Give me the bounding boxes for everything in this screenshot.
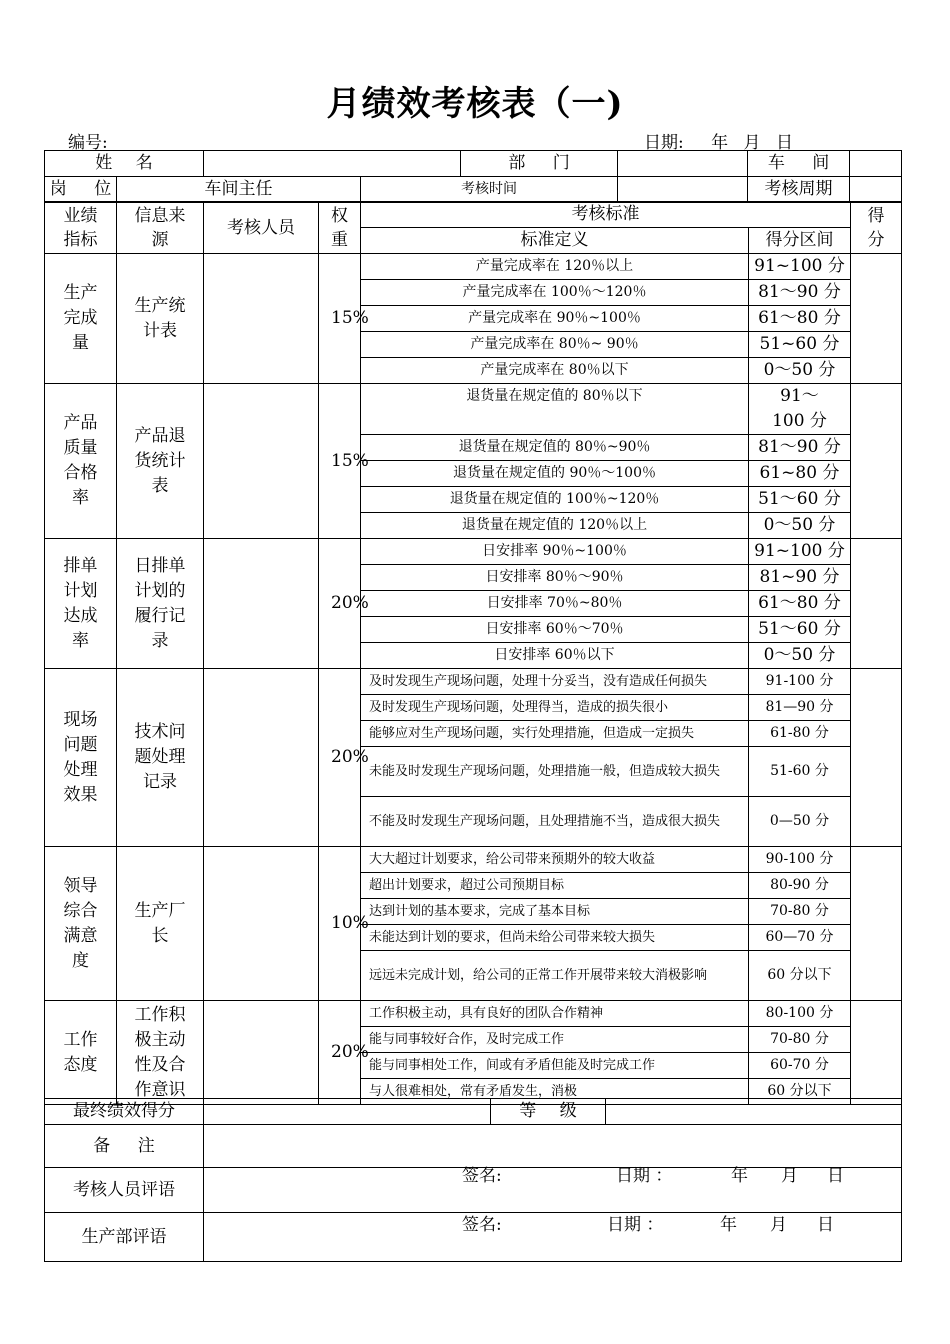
sign-label: 签名: bbox=[462, 1166, 502, 1186]
standard-definition: 未能达到计划的要求，但尚未给公司带来较大损失 bbox=[361, 925, 749, 951]
criteria-table bbox=[44, 201, 902, 1105]
assessor-field[interactable] bbox=[204, 847, 319, 1001]
score-range: 51～60 分 bbox=[749, 617, 851, 643]
assessor-comment-field[interactable] bbox=[204, 1168, 902, 1213]
score-field[interactable] bbox=[851, 254, 902, 384]
col-header-weight: 权重 bbox=[319, 202, 361, 254]
assessor-field[interactable] bbox=[204, 669, 319, 847]
standard-definition: 产量完成率在 120％以上 bbox=[361, 254, 749, 280]
score-range: 81~90 分 bbox=[749, 565, 851, 591]
remark-label: 备 注 bbox=[45, 1125, 204, 1168]
col-header-range: 得分区间 bbox=[749, 228, 851, 254]
standard-definition: 不能及时发现生产现场问题，且处理措施不当，造成很大损失 bbox=[361, 797, 749, 847]
standard-definition: 大大超过计划要求，给公司带来预期外的较大收益 bbox=[361, 847, 749, 873]
col-header-assessor: 考核人员 bbox=[204, 202, 319, 254]
weight-cell: 15% bbox=[319, 384, 361, 539]
year-label: 年 bbox=[720, 1215, 737, 1235]
weight-cell: 20% bbox=[319, 1001, 361, 1105]
criteria-row bbox=[45, 539, 902, 565]
source-cell: 生产统计表 bbox=[117, 254, 204, 384]
period-field[interactable] bbox=[850, 177, 902, 203]
assessor-field[interactable] bbox=[204, 384, 319, 539]
score-range: 80-100 分 bbox=[749, 1001, 851, 1027]
standard-definition: 日安排率 80％～90％ bbox=[361, 565, 749, 591]
score-range: 91～100 分 bbox=[749, 384, 851, 435]
standard-definition: 日安排率 60％以下 bbox=[361, 643, 749, 669]
workshop-field[interactable] bbox=[850, 151, 902, 177]
remark-field[interactable] bbox=[204, 1125, 902, 1168]
col-header-definition: 标准定义 bbox=[361, 228, 749, 254]
score-range: 70-80 分 bbox=[749, 899, 851, 925]
score-range: 51-60 分 bbox=[749, 747, 851, 797]
score-range: 81～90 分 bbox=[749, 435, 851, 461]
date-ymd: 年 月 日 bbox=[711, 133, 793, 153]
standard-definition: 达到计划的基本要求，完成了基本目标 bbox=[361, 899, 749, 925]
assessor-field[interactable] bbox=[204, 539, 319, 669]
date-label: 日期 ： bbox=[616, 1166, 673, 1186]
dept-comment-field[interactable] bbox=[204, 1213, 902, 1262]
criteria-row bbox=[45, 384, 902, 435]
score-field[interactable] bbox=[851, 1001, 902, 1105]
day-label: 日 bbox=[817, 1215, 834, 1235]
name-label: 姓 名 bbox=[45, 151, 204, 177]
score-range: 61～80 分 bbox=[749, 591, 851, 617]
weight-cell: 15% bbox=[319, 254, 361, 384]
summary-table bbox=[44, 1098, 902, 1262]
indicator-cell: 现场问题处理效果 bbox=[45, 669, 117, 847]
final-score-label: 最终绩效得分 bbox=[45, 1099, 204, 1125]
period-label: 考核周期 bbox=[748, 177, 850, 203]
score-field[interactable] bbox=[851, 847, 902, 1001]
standard-definition: 产量完成率在 90％~100％ bbox=[361, 306, 749, 332]
standard-definition: 未能及时发现生产现场问题，处理措施一般，但造成较大损失 bbox=[361, 747, 749, 797]
assessor-field[interactable] bbox=[204, 1001, 319, 1105]
standard-definition: 能与同事相处工作，间或有矛盾但能及时完成工作 bbox=[361, 1053, 749, 1079]
criteria-row bbox=[45, 1001, 902, 1027]
standard-definition: 工作积极主动，具有良好的团队合作精神 bbox=[361, 1001, 749, 1027]
standard-definition: 产量完成率在 80％~ 90％ bbox=[361, 332, 749, 358]
score-range: 91~100 分 bbox=[749, 539, 851, 565]
year-label: 年 bbox=[731, 1166, 748, 1186]
score-range: 60 分以下 bbox=[749, 951, 851, 1001]
criteria-row bbox=[45, 669, 902, 695]
standard-definition: 退货量在规定值的 120％以上 bbox=[361, 513, 749, 539]
source-cell: 日排单计划的履行记录 bbox=[117, 539, 204, 669]
standard-definition: 及时发现生产现场问题，处理得当，造成的损失很小 bbox=[361, 695, 749, 721]
criteria-row bbox=[45, 254, 902, 280]
post-value: 车间主任 bbox=[117, 177, 361, 203]
dept-comment-label: 生产部评语 bbox=[45, 1213, 204, 1262]
standard-definition: 日安排率 90％~100％ bbox=[361, 539, 749, 565]
score-field[interactable] bbox=[851, 384, 902, 539]
indicator-cell: 生产完成量 bbox=[45, 254, 117, 384]
source-cell: 技术问题处理记录 bbox=[117, 669, 204, 847]
indicator-cell: 领导综合满意度 bbox=[45, 847, 117, 1001]
score-range: 91~100 分 bbox=[749, 254, 851, 280]
score-range: 70-80 分 bbox=[749, 1027, 851, 1053]
post-label: 岗 位 bbox=[45, 177, 117, 203]
page-title: 月绩效考核表（一) bbox=[326, 84, 624, 124]
standard-definition: 退货量在规定值的 80％~90％ bbox=[361, 435, 749, 461]
score-range: 51～60 分 bbox=[749, 487, 851, 513]
month-label: 月 bbox=[781, 1166, 798, 1186]
day-label: 日 bbox=[827, 1166, 844, 1186]
standard-definition: 远远未完成计划，给公司的正常工作开展带来较大消极影响 bbox=[361, 951, 749, 1001]
col-header-standard: 考核标准 bbox=[361, 202, 851, 228]
score-field[interactable] bbox=[851, 669, 902, 847]
month-label: 月 bbox=[770, 1215, 787, 1235]
source-cell: 产品退货统计表 bbox=[117, 384, 204, 539]
standard-definition: 能够应对生产现场问题，实行处理措施，但造成一定损失 bbox=[361, 721, 749, 747]
dept-label: 部 门 bbox=[461, 151, 618, 177]
score-range: 0～50 分 bbox=[749, 513, 851, 539]
score-range: 81—90 分 bbox=[749, 695, 851, 721]
standard-definition: 能与同事较好合作，及时完成工作 bbox=[361, 1027, 749, 1053]
score-range: 60—70 分 bbox=[749, 925, 851, 951]
score-range: 0～50 分 bbox=[749, 358, 851, 384]
score-range: 0—50 分 bbox=[749, 797, 851, 847]
standard-definition: 产量完成率在 80％以下 bbox=[361, 358, 749, 384]
standard-definition: 退货量在规定值的 100％~120％ bbox=[361, 487, 749, 513]
standard-definition: 产量完成率在 100％～120％ bbox=[361, 280, 749, 306]
name-field[interactable] bbox=[204, 151, 461, 177]
score-range: 61-80 分 bbox=[749, 721, 851, 747]
grade-field[interactable] bbox=[606, 1099, 902, 1125]
standard-definition: 日安排率 60％～70％ bbox=[361, 617, 749, 643]
criteria-row bbox=[45, 847, 902, 873]
date-label: 日期: bbox=[644, 133, 684, 153]
indicator-cell: 排单计划达成率 bbox=[45, 539, 117, 669]
assessment-table bbox=[44, 150, 902, 203]
score-range: 81～90 分 bbox=[749, 280, 851, 306]
score-range: 0～50 分 bbox=[749, 643, 851, 669]
final-score-field[interactable] bbox=[204, 1099, 491, 1125]
assessor-comment-label: 考核人员评语 bbox=[45, 1168, 204, 1213]
time-field[interactable] bbox=[618, 177, 748, 203]
sign-label: 签名: bbox=[462, 1215, 502, 1235]
standard-definition: 退货量在规定值的 90％～100％ bbox=[361, 461, 749, 487]
standard-definition: 超出计划要求，超过公司预期目标 bbox=[361, 873, 749, 899]
date-label: 日期 ： bbox=[607, 1215, 664, 1235]
source-cell: 生产厂长 bbox=[117, 847, 204, 1001]
score-field[interactable] bbox=[851, 539, 902, 669]
standard-definition: 日安排率 70％~80％ bbox=[361, 591, 749, 617]
assessor-field[interactable] bbox=[204, 254, 319, 384]
score-range: 51~60 分 bbox=[749, 332, 851, 358]
standard-definition: 退货量在规定值的 80％以下 bbox=[361, 384, 749, 435]
source-cell: 工作积极主动性及合作意识 bbox=[117, 1001, 204, 1105]
score-range: 90-100 分 bbox=[749, 847, 851, 873]
weight-cell: 20% bbox=[319, 669, 361, 847]
indicator-cell: 产品质量合格率 bbox=[45, 384, 117, 539]
time-label: 考核时间 bbox=[361, 177, 618, 203]
weight-cell: 20% bbox=[319, 539, 361, 669]
col-header-score: 得分 bbox=[851, 202, 902, 254]
col-header-indicator: 业绩指标 bbox=[45, 202, 117, 254]
score-range: 61～80 分 bbox=[749, 306, 851, 332]
score-range: 91-100 分 bbox=[749, 669, 851, 695]
score-range: 60 分以下 bbox=[749, 1079, 851, 1105]
score-range: 60-70 分 bbox=[749, 1053, 851, 1079]
grade-label: 等 级 bbox=[491, 1099, 606, 1125]
weight-cell: 10% bbox=[319, 847, 361, 1001]
standard-definition: 及时发现生产现场问题，处理十分妥当，没有造成任何损失 bbox=[361, 669, 749, 695]
score-range: 61~80 分 bbox=[749, 461, 851, 487]
workshop-label: 车 间 bbox=[748, 151, 850, 177]
col-header-source: 信息来源 bbox=[117, 202, 204, 254]
standard-definition: 与人很难相处，常有矛盾发生，消极 bbox=[361, 1079, 749, 1105]
indicator-cell: 工作态度 bbox=[45, 1001, 117, 1105]
dept-field[interactable] bbox=[618, 151, 748, 177]
score-range: 80-90 分 bbox=[749, 873, 851, 899]
number-label: 编号: bbox=[68, 133, 108, 153]
